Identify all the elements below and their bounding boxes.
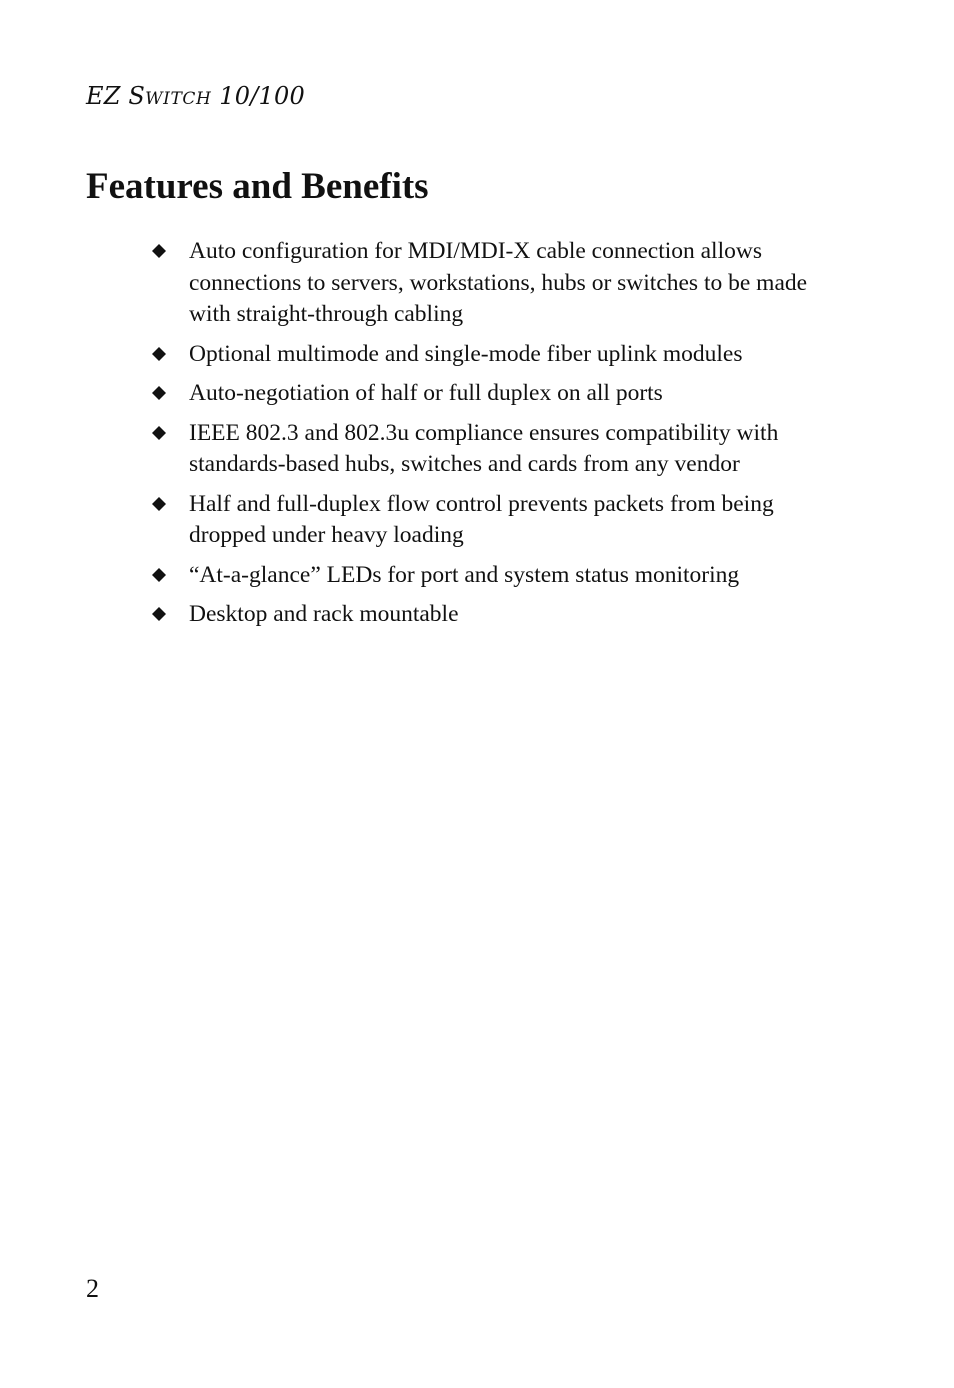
list-item <box>150 489 850 552</box>
feature-text: Desktop and rack mountable <box>189 601 459 627</box>
running-header-smallcaps: WITCH <box>145 89 212 109</box>
diamond-bullet-icon <box>152 426 166 440</box>
feature-text: Auto configuration for MDI/MDI-X cable connection allows connections to servers, workstations, hubs or switches to be made with straight-through cabling <box>189 238 808 327</box>
running-header-prefix: EZ S <box>86 82 146 110</box>
diamond-bullet-icon <box>152 497 166 511</box>
list-item <box>150 599 850 631</box>
page-title: Features and Benefits <box>86 166 429 207</box>
list-item <box>150 378 850 410</box>
feature-text: Auto-negotiation of half or full duplex on all ports <box>189 380 663 406</box>
diamond-bullet-icon <box>152 244 166 258</box>
diamond-bullet-icon <box>152 347 166 361</box>
running-header <box>86 80 305 115</box>
list-item <box>150 339 850 371</box>
list-item <box>150 560 850 592</box>
list-item <box>150 236 850 331</box>
feature-list <box>150 236 850 639</box>
list-item <box>150 418 850 481</box>
diamond-bullet-icon <box>152 568 166 582</box>
page-number: 2 <box>86 1274 99 1303</box>
feature-text: IEEE 802.3 and 802.3u compliance ensures compatibility with standards-based hubs, switches and cards from any vendor <box>189 419 779 477</box>
feature-text: “At-a-glance” LEDs for port and system status monitoring <box>189 561 740 588</box>
feature-text: Half and full-duplex flow control prevents packets from being dropped under heavy loading <box>189 490 774 548</box>
diamond-bullet-icon <box>152 386 166 400</box>
diamond-bullet-icon <box>152 607 166 621</box>
feature-text: Optional multimode and single-mode fiber uplink modules <box>189 340 743 367</box>
running-header-suffix: 10/100 <box>211 82 305 110</box>
